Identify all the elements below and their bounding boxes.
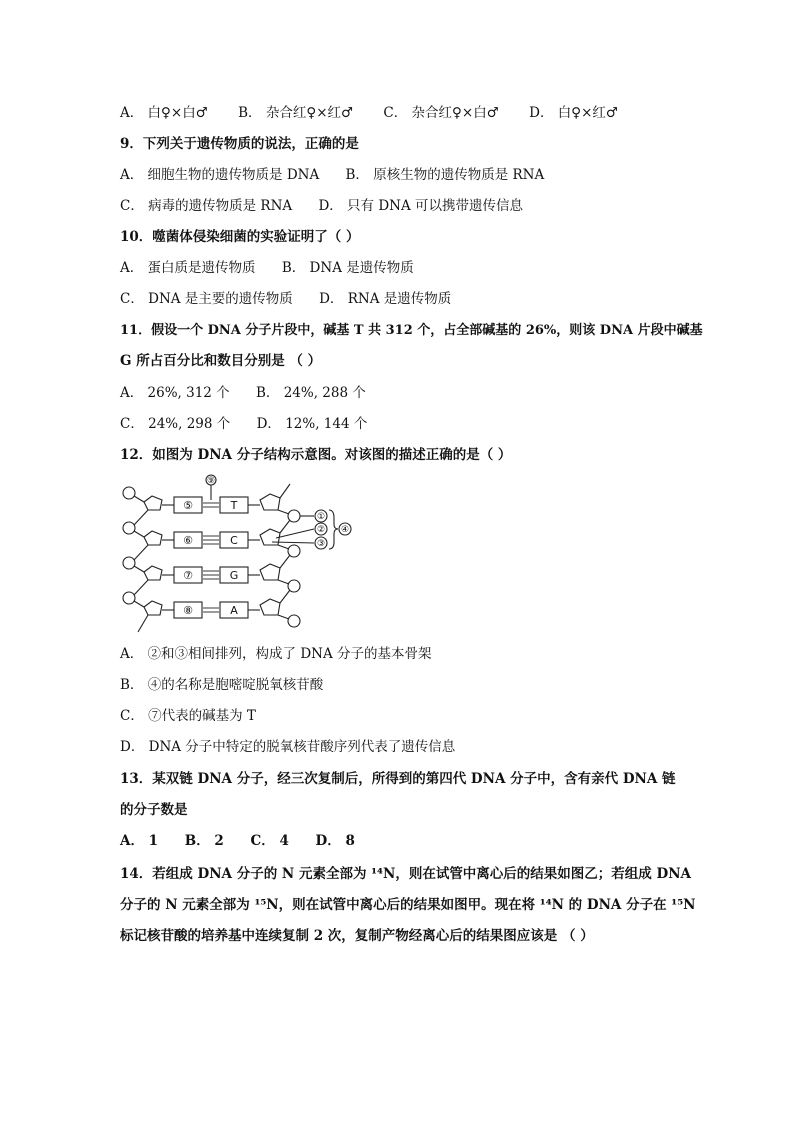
dna-structure-figure: [118, 472, 358, 636]
phosphate-right-4: [288, 615, 300, 627]
q10-option-b[interactable]: B． DNA 是遗传物质: [281, 260, 414, 276]
phosphate-left-3: [123, 557, 135, 569]
q8-option-b[interactable]: B． 杂合红♀×红♂: [238, 105, 354, 121]
q11-option-c[interactable]: C． 24%, 298 个: [120, 416, 231, 432]
q11-options-row-2: [120, 415, 367, 433]
sugar-right-4: [260, 599, 280, 615]
q9-option-a[interactable]: A． 细胞生物的遗传物质是 DNA: [120, 167, 320, 183]
base-letter-a: A: [230, 604, 238, 617]
sugar-left-2: [144, 531, 162, 545]
phosphate-right-2: [288, 545, 300, 557]
q12-option-b[interactable]: B． ④的名称是胞嘧啶脱氧核苷酸: [120, 677, 324, 693]
q9-option-b[interactable]: B． 原核生物的遗传物质是 RNA: [345, 167, 545, 183]
q13-options-row: [120, 832, 355, 850]
base-letter-g: G: [229, 569, 239, 582]
q14-line-2: 分子的 N 元素全部为 ¹⁵N，则在试管中离心后的结果如图甲。现在将 ¹⁴N 的 DNA 分子在 ¹⁵N: [120, 897, 696, 913]
base-letter-t: T: [230, 499, 238, 512]
q13-option-c[interactable]: C． 4: [250, 833, 289, 849]
q9-option-c[interactable]: C． 病毒的遗传物质是 RNA: [120, 198, 293, 214]
q11-option-b[interactable]: B． 24%, 288 个: [255, 385, 366, 401]
q13-option-a[interactable]: A． 1: [120, 833, 159, 849]
phosphate-left-1: [123, 487, 135, 499]
q8-options-row: [120, 104, 618, 122]
q13-option-b[interactable]: B． 2: [184, 833, 224, 849]
q11-options-row-1: [120, 384, 366, 402]
base-label-6: ⑥: [183, 534, 193, 547]
q10-options-row-2: [120, 290, 451, 308]
label-3: ③: [316, 539, 326, 549]
q9-options-row-2: [120, 197, 523, 215]
q10-option-d[interactable]: D． RNA 是遗传物质: [319, 291, 452, 307]
q10-option-c[interactable]: C． DNA 是主要的遗传物质: [120, 291, 293, 307]
q13-stem-line-1: 13．某双链 DNA 分子，经三次复制后，所得到的第四代 DNA 分子中，含有亲代 DNA 链: [120, 771, 676, 787]
q12-option-c[interactable]: C． ⑦代表的碱基为 T: [120, 708, 256, 724]
base-label-7: ⑦: [183, 569, 193, 582]
phosphate-left-2: [123, 522, 135, 534]
base-label-8: ⑧: [183, 604, 193, 617]
q9-options-row-1: [120, 166, 544, 184]
q12-option-d[interactable]: D． DNA 分子中特定的脱氧核苷酸序列代表了遗传信息: [120, 739, 456, 755]
phosphate-right-3: [288, 580, 300, 592]
label-2: ②: [316, 525, 326, 535]
q9-option-d[interactable]: D． 只有 DNA 可以携带遗传信息: [318, 198, 524, 214]
q12-option-a[interactable]: A． ②和③相间排列，构成了 DNA 分子的基本骨架: [120, 646, 432, 662]
sugar-left-1: [144, 496, 162, 510]
q12-stem: 12．如图为 DNA 分子结构示意图。对该图的描述正确的是（ ）: [120, 447, 512, 463]
sugar-right-3: [260, 564, 280, 580]
q8-option-a[interactable]: A． 白♀×白♂: [120, 105, 208, 121]
label-4: ④: [340, 525, 350, 535]
q11-stem-line-2: G 所占百分比和数目分别是 （ ）: [120, 353, 322, 369]
base-label-5: ⑤: [183, 499, 193, 512]
q10-stem: 10．噬菌体侵染细菌的实验证明了（ ）: [120, 229, 360, 245]
base-letter-c: C: [230, 534, 238, 547]
q13-option-d[interactable]: D． 8: [315, 833, 355, 849]
q9-stem: 9．下列关于遗传物质的说法，正确的是: [120, 136, 359, 152]
label-1: ①: [316, 512, 326, 522]
q8-option-c[interactable]: C． 杂合红♀×白♂: [383, 105, 499, 121]
phosphate-left-4: [123, 592, 135, 604]
q14-line-1: 14．若组成 DNA 分子的 N 元素全部为 ¹⁴N，则在试管中离心后的结果如图乙；若组成 DNA: [120, 866, 692, 882]
brace: [329, 510, 338, 549]
sugar-left-3: [144, 566, 162, 580]
phosphate-right-1: [288, 510, 300, 522]
q11-option-d[interactable]: D． 12%, 144 个: [256, 416, 368, 432]
label-9: ⑨: [206, 476, 216, 486]
sugar-left-4: [144, 601, 162, 615]
q8-option-d[interactable]: D． 白♀×红♂: [529, 105, 619, 121]
q11-stem-line-1: 11．假设一个 DNA 分子片段中，碱基 T 共 312 个，占全部碱基的 26%，则该 DNA 片段中碱基: [120, 323, 703, 338]
sugar-right-1: [260, 494, 280, 510]
q11-option-a[interactable]: A． 26%, 312 个: [120, 385, 230, 401]
q14-line-3: 标记核苷酸的培养基中连续复制 2 次，复制产物经离心后的结果图应该是 （ ）: [120, 928, 594, 944]
q10-option-a[interactable]: A． 蛋白质是遗传物质: [120, 260, 256, 276]
q13-stem-line-2: 的分子数是: [120, 802, 188, 818]
q10-options-row-1: [120, 259, 414, 277]
